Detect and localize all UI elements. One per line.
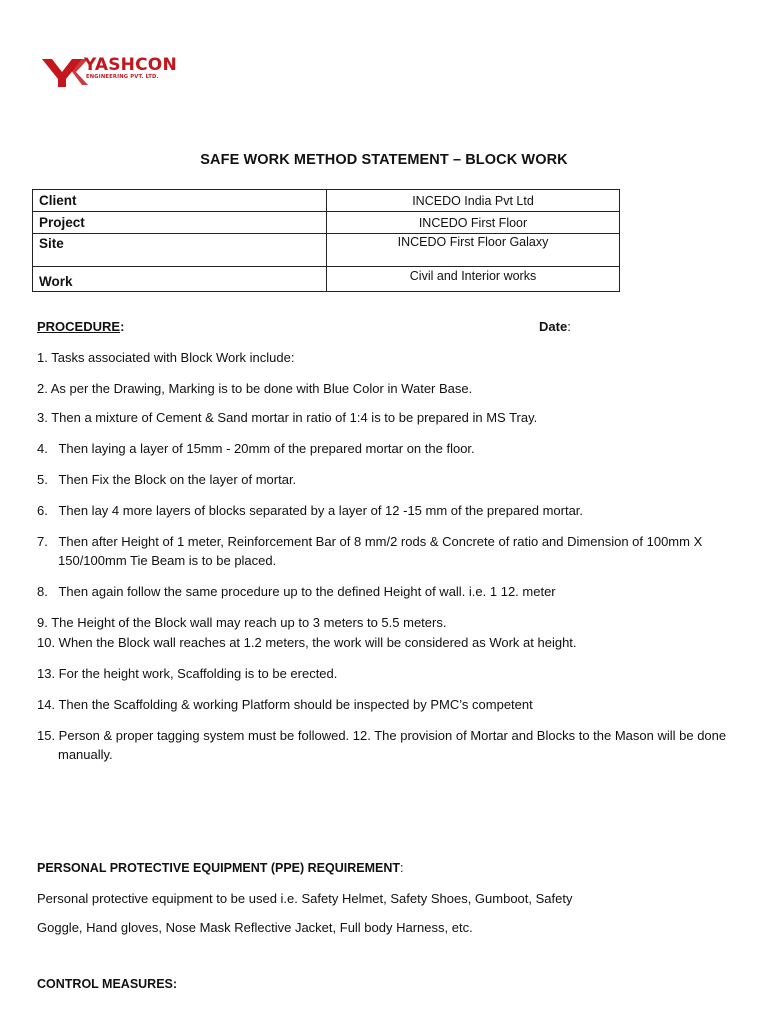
procedure-step: 10. When the Block wall reaches at 1.2 meters, the work will be considered as Work at height.: [37, 635, 577, 650]
procedure-step: 6. Then lay 4 more layers of blocks separated by a layer of 12 -15 mm of the prepared mortar.: [37, 503, 584, 518]
company-logo-text: YASHCON: [84, 55, 177, 75]
procedure-step: 3. Then a mixture of Cement & Sand mortar in ratio of 1:4 is to be prepared in MS Tray.: [37, 410, 538, 425]
procedure-step: 13. For the height work, Scaffolding is to be erected.: [37, 666, 338, 681]
procedure-step: 14. Then the Scaffolding & working Platform should be inspected by PMC’s competent: [37, 697, 533, 712]
ppe-heading: PERSONAL PROTECTIVE EQUIPMENT (PPE) REQUIREMENT:: [37, 861, 404, 875]
procedure-step: 5. Then Fix the Block on the layer of mortar.: [37, 472, 297, 487]
table-row: [33, 190, 620, 212]
company-logo-subtext: ENGINEERING PVT. LTD.: [86, 74, 159, 80]
project-info-table: [32, 189, 620, 292]
work-label: Work: [33, 267, 327, 292]
project-value: INCEDO First Floor: [327, 212, 620, 234]
procedure-step: 15. Person & proper tagging system must be followed. 12. The provision of Mortar and Blocks to the Mason will be done manually.: [37, 728, 727, 762]
table-row: [33, 267, 620, 292]
procedure-step: 7. Then after Height of 1 meter, Reinforcement Bar of 8 mm/2 rods & Concrete of ratio and Dimension of 100mm X 150/100mm Tie Beam is to be placed.: [37, 534, 706, 568]
table-row: [33, 234, 620, 267]
ppe-text-line: Goggle, Hand gloves, Nose Mask Reflective Jacket, Full body Harness, etc.: [37, 920, 473, 935]
site-value: INCEDO First Floor Galaxy: [327, 234, 620, 267]
procedure-step: 4. Then laying a layer of 15mm - 20mm of the prepared mortar on the floor.: [37, 441, 475, 456]
site-label: Site: [33, 234, 327, 267]
client-label: Client: [33, 190, 327, 212]
control-measures-heading: CONTROL MEASURES:: [37, 977, 178, 991]
procedure-step: 2. As per the Drawing, Marking is to be done with Blue Color in Water Base.: [37, 381, 473, 396]
ppe-text-line: Personal protective equipment to be used i.e. Safety Helmet, Safety Shoes, Gumboot, Safety: [37, 891, 573, 906]
date-label: Date:: [539, 319, 571, 334]
project-label: Project: [33, 212, 327, 234]
table-row: [33, 212, 620, 234]
document-title: SAFE WORK METHOD STATEMENT – BLOCK WORK: [200, 152, 568, 168]
client-value: INCEDO India Pvt Ltd: [327, 190, 620, 212]
procedure-step: 8. Then again follow the same procedure up to the defined Height of wall. i.e. 1 12. meter: [37, 584, 556, 599]
procedure-step: 9. The Height of the Block wall may reach up to 3 meters to 5.5 meters.: [37, 615, 447, 630]
procedure-heading: PROCEDURE:: [37, 319, 125, 334]
procedure-step: 1. Tasks associated with Block Work include:: [37, 350, 295, 365]
work-value: Civil and Interior works: [327, 267, 620, 292]
